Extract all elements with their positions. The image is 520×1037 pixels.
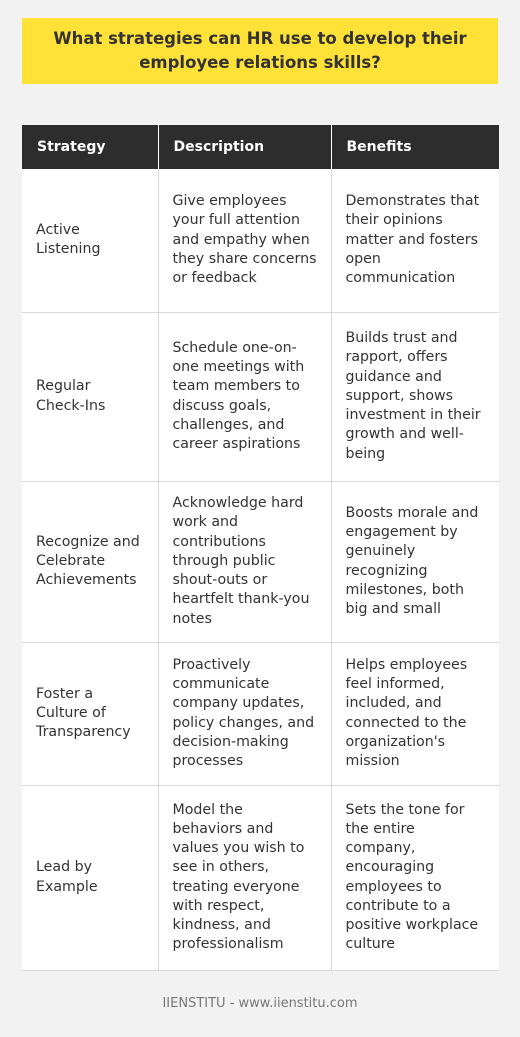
header-row bbox=[22, 125, 499, 169]
benefits-cell: Demonstrates that their opinions matter and fosters open communication bbox=[331, 169, 499, 312]
table-row bbox=[22, 785, 499, 970]
table-row bbox=[22, 642, 499, 785]
header-strategy: Strategy bbox=[22, 125, 158, 169]
table-row bbox=[22, 169, 499, 312]
header-benefits: Benefits bbox=[331, 125, 499, 169]
strategy-cell: Foster a Culture of Transparency bbox=[22, 642, 158, 785]
strategy-cell: Regular Check-Ins bbox=[22, 312, 158, 481]
description-cell: Give employees your full attention and empathy when they share concerns or feedback bbox=[158, 169, 331, 312]
description-cell: Schedule one-on-one meetings with team members to discuss goals, challenges, and career aspirations bbox=[158, 312, 331, 481]
table-row bbox=[22, 312, 499, 481]
title-banner bbox=[22, 18, 498, 84]
table-body bbox=[22, 169, 499, 970]
table-row bbox=[22, 481, 499, 642]
benefits-cell: Helps employees feel informed, included, and connected to the organization's mission bbox=[331, 642, 499, 785]
strategy-cell: Lead by Example bbox=[22, 785, 158, 970]
benefits-cell: Builds trust and rapport, offers guidance and support, shows investment in their growth and well-being bbox=[331, 312, 499, 481]
description-cell: Acknowledge hard work and contributions through public shout-outs or heartfelt thank-you notes bbox=[158, 481, 331, 642]
strategy-cell: Active Listening bbox=[22, 169, 158, 312]
description-cell: Proactively communicate company updates, policy changes, and decision-making processes bbox=[158, 642, 331, 785]
benefits-cell: Sets the tone for the entire company, encouraging employees to contribute to a positive workplace culture bbox=[331, 785, 499, 970]
footer-credit: IIENSTITU - www.iienstitu.com bbox=[162, 996, 358, 1011]
header-description: Description bbox=[158, 125, 331, 169]
strategies-table bbox=[22, 125, 499, 971]
benefits-cell: Boosts morale and engagement by genuinely recognizing milestones, both big and small bbox=[331, 481, 499, 642]
description-cell: Model the behaviors and values you wish to see in others, treating everyone with respect, kindness, and professionalism bbox=[158, 785, 331, 970]
strategy-cell: Recognize and Celebrate Achievements bbox=[22, 481, 158, 642]
table-header bbox=[22, 125, 499, 169]
page-title: What strategies can HR use to develop their employee relations skills? bbox=[53, 29, 467, 72]
